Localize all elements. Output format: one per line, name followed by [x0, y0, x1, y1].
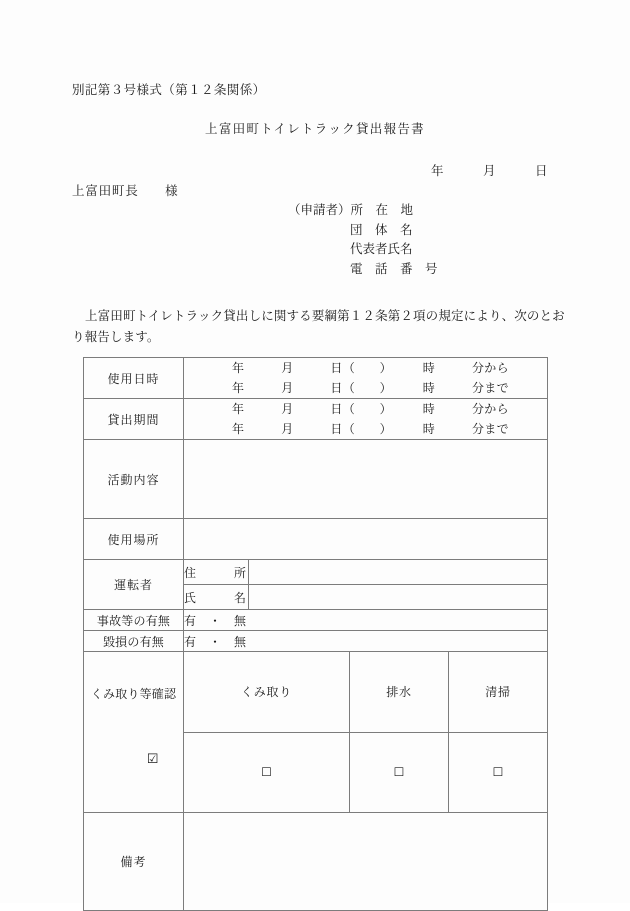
addressee: 上富田町長 様 — [72, 184, 179, 198]
date-line: 年 月 日 — [430, 164, 548, 178]
unchecked-checkbox-icon: ☐ — [393, 764, 405, 779]
value-activity[interactable] — [184, 440, 548, 519]
table-row-activity — [84, 440, 548, 519]
applicant-field-organization: 団 体 名 — [350, 222, 413, 237]
applicant-organization-row — [288, 221, 438, 241]
table-row-damage — [84, 631, 548, 652]
use-datetime-line-from: 年 月 日（ ） 時 分から — [232, 361, 509, 375]
table-row-confirm-headers — [84, 652, 548, 733]
use-datetime-line-to: 年 月 日（ ） 時 分まで — [232, 381, 509, 395]
label-activity: 活動内容 — [84, 440, 184, 519]
lending-period-line-from: 年 月 日（ ） 時 分から — [232, 402, 509, 416]
label-lending-period: 貸出期間 — [84, 399, 184, 440]
table-row-lending-period — [84, 399, 548, 440]
value-use-datetime[interactable] — [184, 358, 548, 399]
value-remarks[interactable] — [184, 813, 548, 911]
applicant-address-row — [288, 201, 438, 221]
label-accident: 事故等の有無 — [84, 610, 184, 631]
label-confirm — [84, 652, 184, 813]
label-place: 使用場所 — [84, 519, 184, 560]
value-driver-address[interactable] — [249, 560, 548, 585]
table-row-driver-address — [84, 560, 548, 585]
value-lending-period[interactable] — [184, 399, 548, 440]
applicant-prefix: （申請者） — [288, 203, 351, 217]
table-row-place — [84, 519, 548, 560]
applicant-phone-row — [288, 260, 438, 280]
value-accident-options[interactable]: 有 ・ 無 — [184, 610, 548, 631]
unchecked-checkbox-icon: ☐ — [261, 764, 272, 779]
unchecked-checkbox-icon: ☐ — [492, 764, 504, 779]
label-driver: 運転者 — [84, 560, 184, 610]
header-confirm-drainage: 排水 — [350, 652, 449, 733]
applicant-field-address: 所 在 地 — [350, 203, 414, 217]
checkbox-confirm-drainage[interactable] — [350, 732, 449, 813]
body-paragraph-line1: 上富田町トイレトラック貸出しに関する要綱第１２条第２項の規定により、次のとお — [85, 309, 565, 323]
table-row-use-datetime — [84, 358, 548, 399]
label-confirm-text: くみ取り等確認 — [90, 687, 177, 701]
table-row-remarks — [84, 813, 548, 911]
form-number: 別記第３号様式（第１２条関係） — [72, 83, 266, 97]
table-row-accident — [84, 610, 548, 631]
body-paragraph — [72, 306, 565, 348]
confirm-main-checkbox[interactable] — [84, 737, 183, 782]
applicant-block — [288, 201, 438, 279]
lending-period-line-to: 年 月 日（ ） 時 分まで — [232, 422, 509, 436]
document-title: 上富田町トイレトラック貸出報告書 — [205, 122, 425, 136]
checked-checkbox-icon: ☑ — [146, 752, 159, 767]
value-damage-options[interactable]: 有 ・ 無 — [184, 631, 548, 652]
report-table — [83, 357, 548, 911]
applicant-field-phone: 電 話 番 号 — [350, 261, 438, 276]
header-confirm-pumping: くみ取り — [184, 652, 350, 733]
value-driver-name[interactable] — [249, 585, 548, 610]
label-driver-name: 氏 名 — [184, 585, 249, 610]
applicant-representative-row — [288, 240, 438, 260]
body-paragraph-line2: り報告します。 — [72, 330, 160, 344]
checkbox-confirm-cleaning[interactable] — [449, 732, 548, 813]
label-remarks: 備考 — [84, 813, 184, 911]
label-driver-address: 住 所 — [184, 560, 249, 585]
label-damage: 毀損の有無 — [84, 631, 184, 652]
header-confirm-cleaning: 清掃 — [449, 652, 548, 733]
value-place[interactable] — [184, 519, 548, 560]
label-use-datetime: 使用日時 — [84, 358, 184, 399]
applicant-field-representative: 代表者氏名 — [350, 242, 413, 256]
checkbox-confirm-pumping[interactable] — [184, 732, 350, 813]
